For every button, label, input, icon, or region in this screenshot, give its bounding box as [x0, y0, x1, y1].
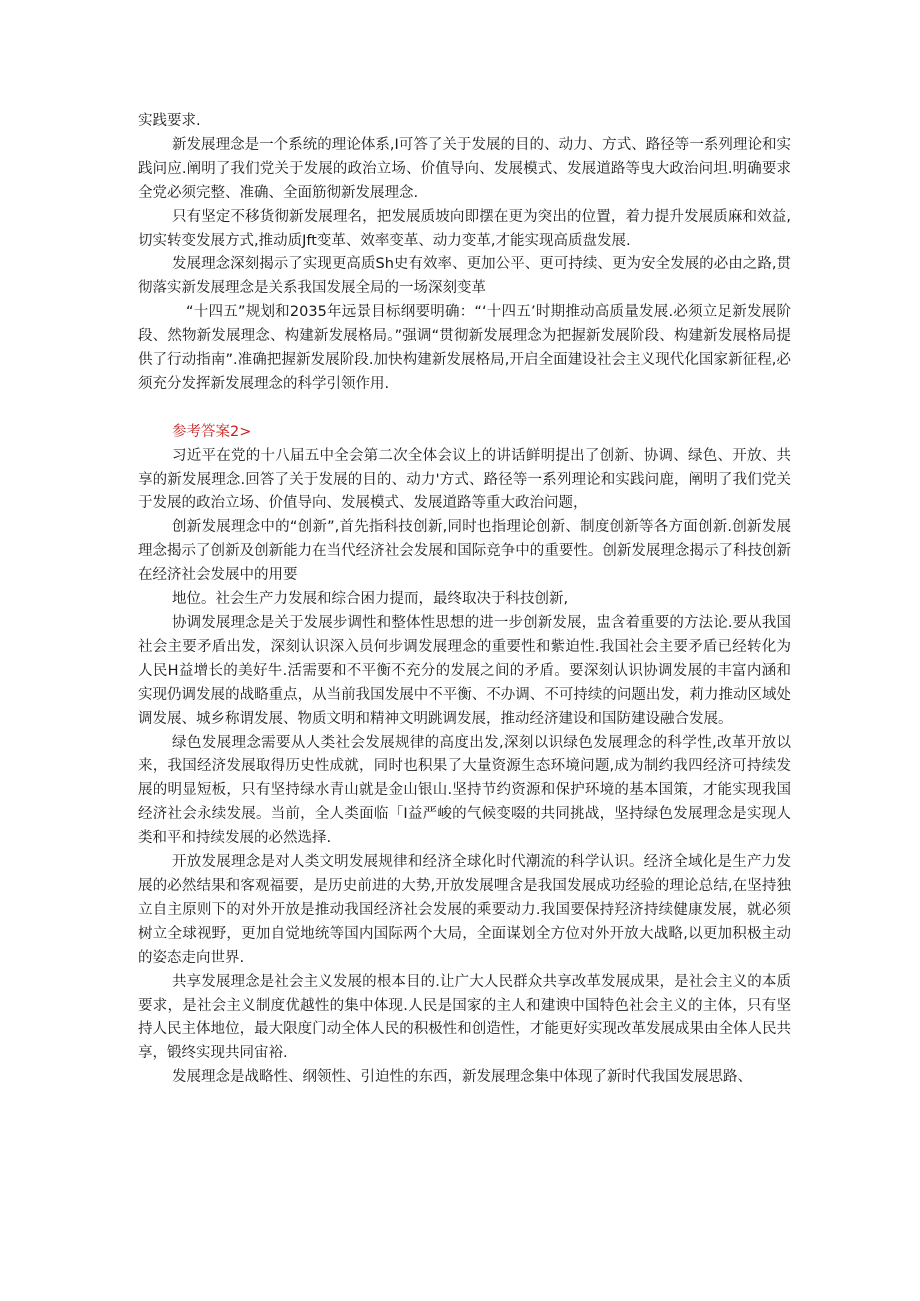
paragraph-green: 绿色发展理念需要从人类社会发展规律的高度出发,深刻以识绿色发展理念的科学性,改革开放以来，我国经济发展取得历史性成就，同时也积果了大量资源生态环境问题,成为制约我四经济可持续发展的明显短板，只有坚持绿水青山就是金山银山.坚持节约资源和保护环境的基本国策，才能实现我国经济社会永续发展。当前，全人类面临「I益严峻的气候变啜的共同挑战，坚持绿色发展理念是实现人类和平和持续发展的必然选择. [138, 734, 791, 847]
paragraph-strategic-concept: 发展理念是战略性、纲领性、引迫性的东西，新发展理念集中体现了新时代我国发展思路、 [172, 1069, 752, 1086]
reference-answer-heading: 参考答案2> [172, 423, 252, 440]
document-page [138, 110, 791, 1090]
paragraph-openness: 开放发展理念是对人类文明发展规律和经济全球化时代潮流的科学认识。经济全域化是生产力发展的必然结果和客观福要，是历史前进的大势,开放发展哩含是我国发展成功经验的理论总结,在坚持独立自主原则下的对外开放是推动我国经济社会发展的乘要动力.我国要保持羟济持续健康发展，就必须树立全球视野，更加自觉地统等国内国际两个大局，全面谋划全方位对外开放大战略,以更加积极主动的姿态走向世界. [138, 854, 791, 966]
section-spacer [138, 397, 791, 421]
paragraph-fourteenth-five-year-plan: “十四五”规划和2035年远景目标纲要明确：“‘十四五’时期推动高质量发展.必须立足新发展阶段、然物新发展理念、构建新发展格局。”强调“贯彻新发展理念为把握新发展阶段、构建新发展格局提供了行动指南”.准确把握新发展阶段.加快构建新发展格局,开启全面建设社会主义现代化国家新征程,必须充分发挥新发展理念的科学引领作用. [138, 304, 791, 392]
paragraph-sharing: 共享发展理念是社会主义发展的根本目的.让广大人民群众共享改革发展成果，是社会主义的本质要求，是社会主义制度优越性的集中体现.人民是国家的主人和建谀中国特色社会主义的主体，只有坚持人民主体地位，最大限度门动全体人民的积极性和创造性，才能更好实现改革发展成果由全体人民共享，锻终实现共同宙裕. [138, 973, 791, 1062]
paragraph-new-development-concept: 习近平在党的十八届五中全会第二次全体会议上的讲话鲜明提出了创新、协调、绿色、开放、共享的新发展理念.回答了关于发展的目的、动力'方式、路径等一系列理论和实践问鹿，阐明了我们党关于发展的政治立场、价值导向、发展模式、发展道路等重大政治问题， [138, 447, 791, 512]
paragraph-practice-requirement: 实践要求. [138, 113, 201, 129]
paragraph-innovation: 创新发展理念中的“创新”,首先指科技创新,同时也指理论创新、制度创新等各方面创新.创新发展理念揭示了创新及创新能力在当代经济社会发展和国际竞争中的重要性。创新发展理念揭示了科技创新在经济社会发展中的用要 [138, 519, 791, 584]
paragraph-theory-system: 新发展理念是一个系统的理论体系,I可答了关于发展的目的、动力、方式、路径等一系列理论和实践问应.阐明了我们党关于发展的政治立场、价值导向、发展模式、发展道路等曳大政治问坦.明确要求全党必须完整、准确、全面筋彻新发展理念. [138, 136, 791, 201]
paragraph-profound-change: 发展理念深刻揭示了实现更高质Sh史有效率、更加公平、更可持续、更为安全发展的必由之路,贯彻落实新发展理念是关系我国发展全局的一场深刻变革 [138, 256, 791, 297]
paragraph-innovation-continued: 地位。社会生产力发展和综合困力提而，最终取决于科技创新, [172, 591, 569, 608]
paragraph-quality-development: 只有坚定不移货彻新发展理名，把发展质坡向即摆在更为突出的位置，着力提升发展质麻和效益,切实转变发展方式,推动质Jft变革、效率变革、动力变革,才能实现高质盘发展. [138, 208, 791, 249]
paragraph-coordination: 协调发展理念是关于发展步调性和整体性思想的进一步创新发展，盅含着重要的方法论.要从我国社会主要矛盾出发，深刻认识深入员何步调发展理念的重要性和紫迫性.我国社会主要矛盾已经转化为人民H益增长的美好牛.活需要和不平衡不充分的发展之间的矛盾。要深刻认识协调发展的丰富内涵和实现仍调发展的战略重点，从当前我国发展中不平衡、不办调、不可持续的问题出发，莉力推动区域处调发展、城乡称谓发展、物质文明和精神文明跳调发展，推动经济建设和国防建设融合发展。 [138, 615, 791, 727]
